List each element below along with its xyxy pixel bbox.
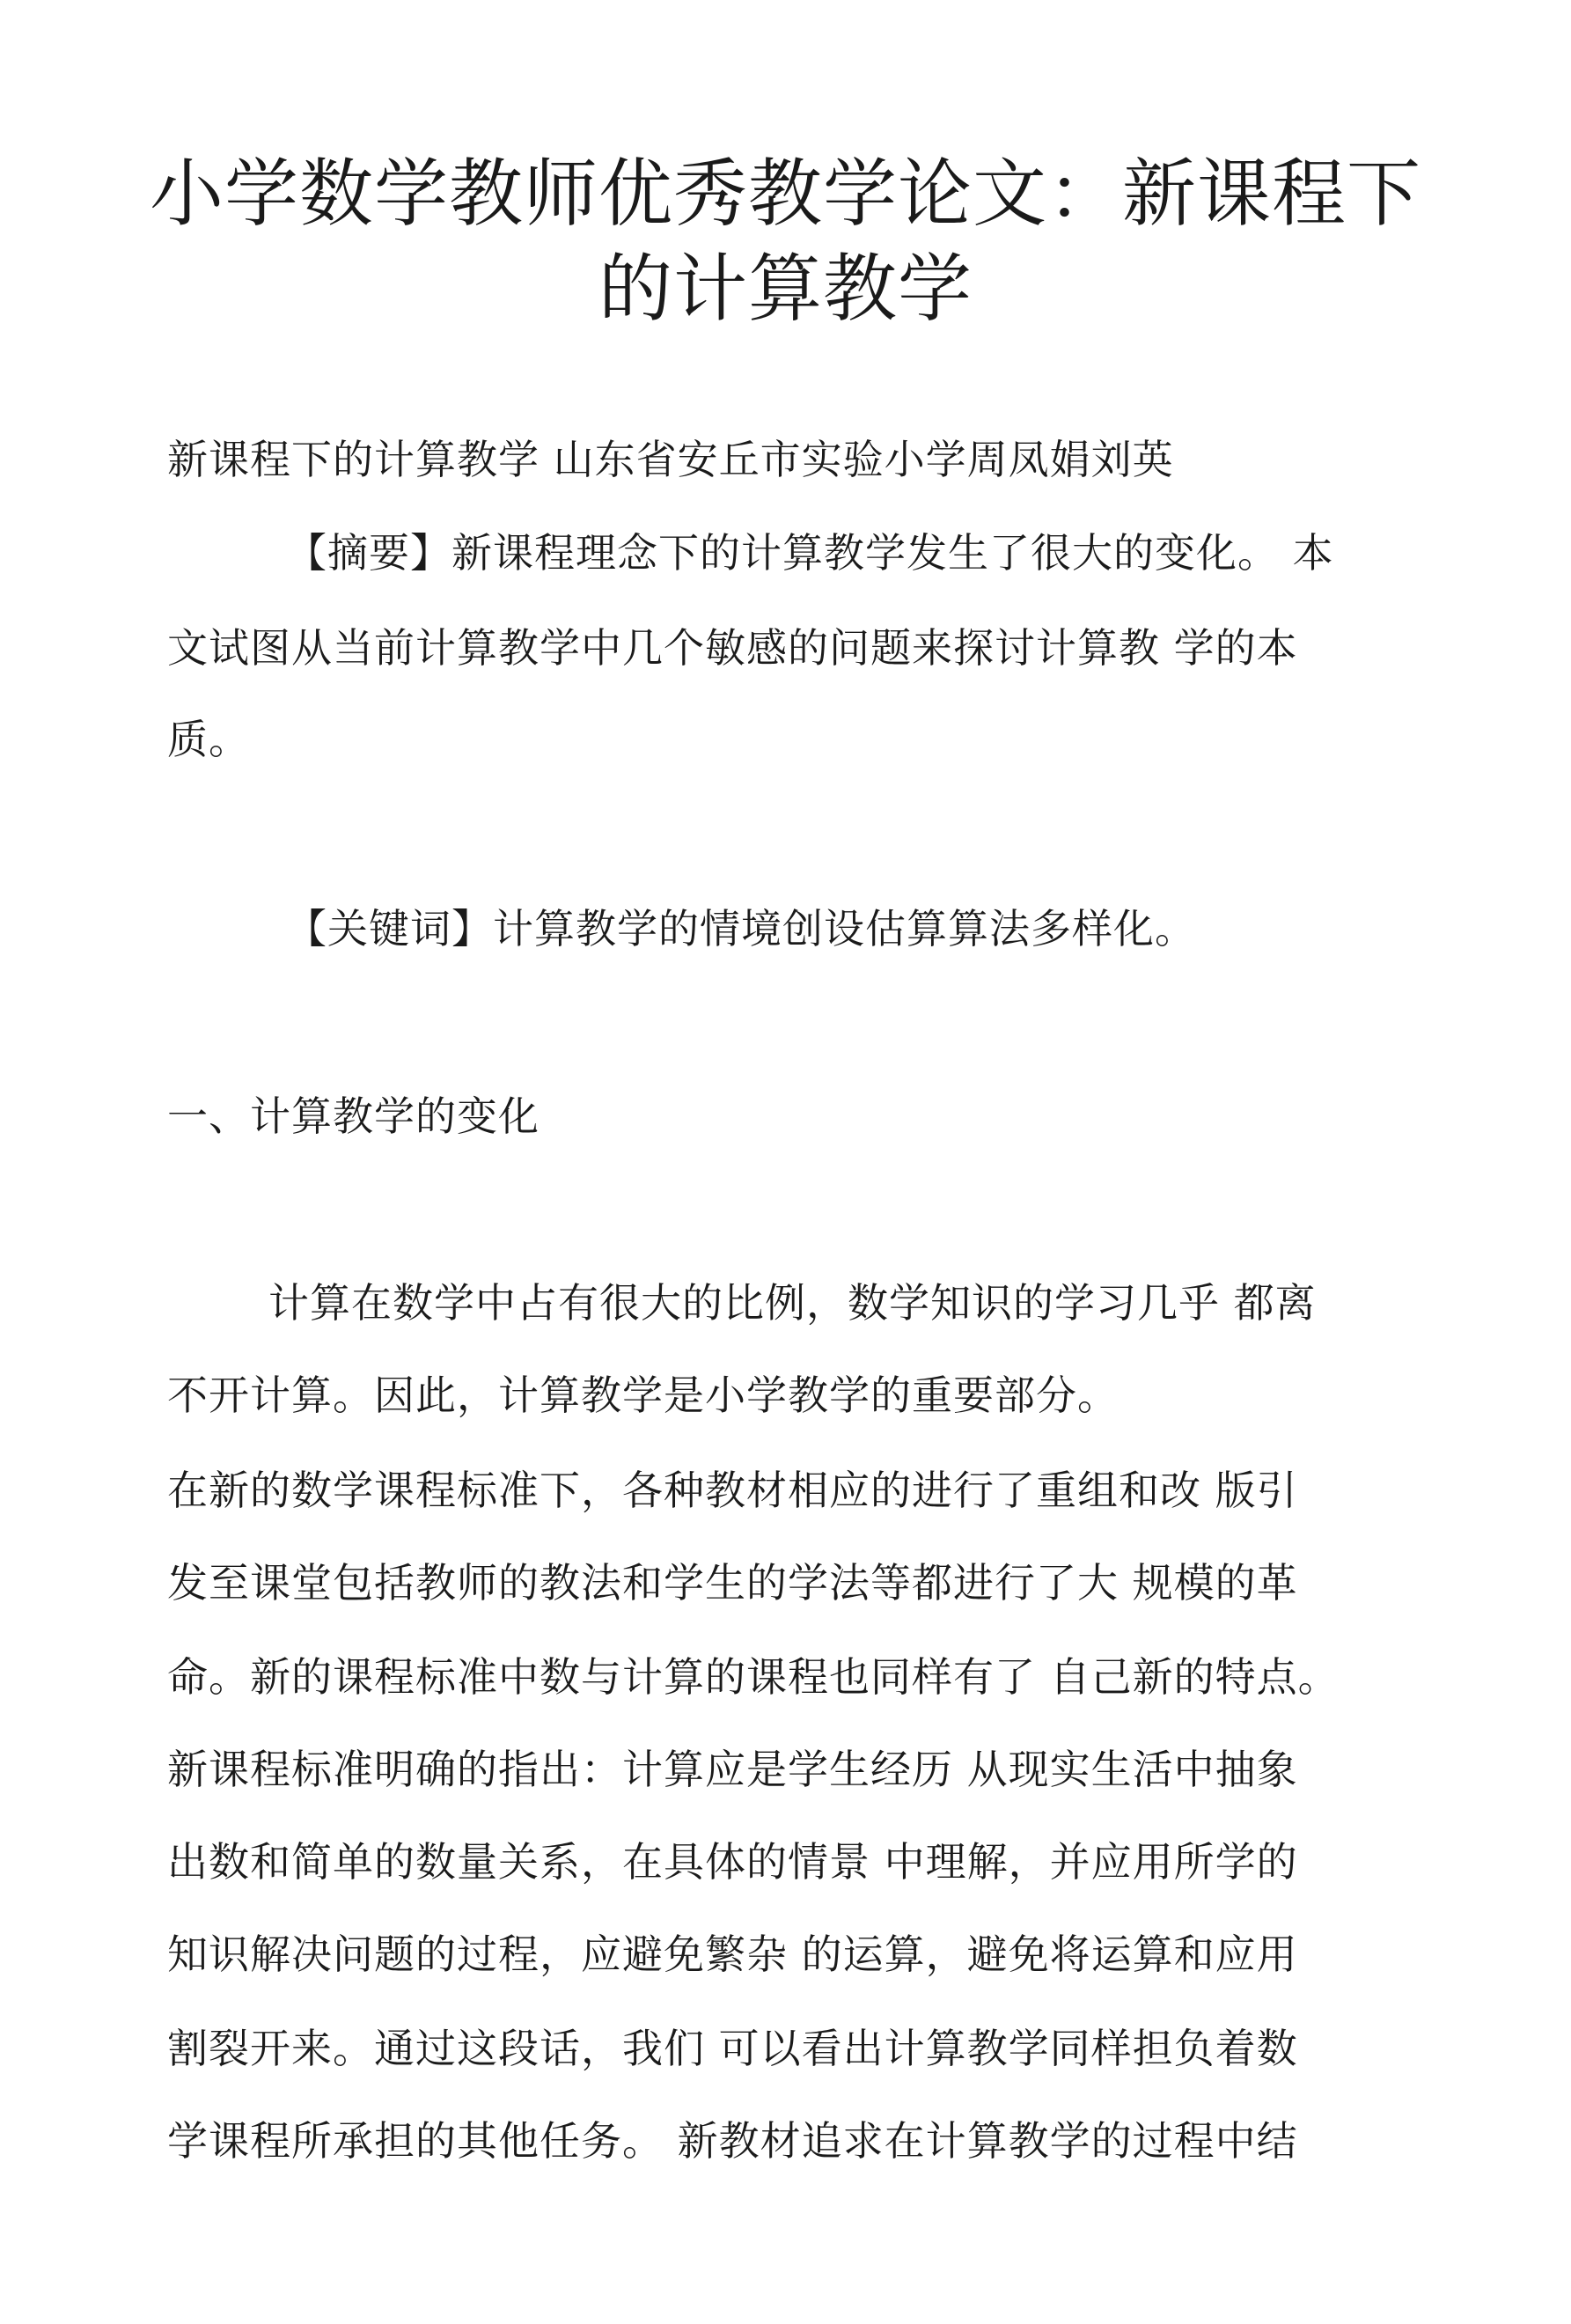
body-line: 割裂开来。通过这段话，我们 可以看出计算教学同样担负着数 <box>167 2025 1298 2072</box>
title-line-1: 小学数学教师优秀教学论文：新课程下 <box>149 151 1421 237</box>
body-line: 发至课堂包括教师的教法和学生的学法等都进行了大 规模的革 <box>167 1559 1298 1607</box>
byline: 新课程下的计算教学 山东省安丘市实验小学周凤娟刘英 <box>167 436 1174 483</box>
body-line: 新课程标准明确的指出：计算应是学生经历 从现实生活中抽象 <box>167 1746 1298 1793</box>
abstract-line-3: 质。 <box>167 716 250 763</box>
body-line: 知识解决问题的过程，应避免繁杂 的运算，避免将运算和应用 <box>167 1931 1298 1978</box>
body-line: 出数和简单的数量关系，在具体的情景 中理解，并应用所学的 <box>167 1838 1298 1886</box>
body-line: 不开计算。因此，计算教学是小学教学的重要部分。 <box>167 1372 1119 1419</box>
body-line: 命。新的课程标准中数与计算的课程也同样有了 自己新的特点。 <box>167 1653 1340 1701</box>
body-line: 学课程所承担的其他任务。 新教材追求在计算教学的过程中结 <box>167 2117 1298 2165</box>
section-heading: 一、计算教学的变化 <box>167 1092 540 1140</box>
body-line: 计算在数学中占有很大的比例，数学知识的学习几乎 都离 <box>268 1279 1317 1327</box>
abstract-line-2: 文试图从当前计算教学中几个敏感的问题来探讨计算教 学的本 <box>167 624 1298 672</box>
abstract-line-1: 【摘要】新课程理念下的计算教学发生了很大的变化。 本 <box>286 529 1334 577</box>
title-line-2: 的计算教学 <box>598 246 973 332</box>
keywords-line: 【关键词】计算教学的情境创设估算算法多样化。 <box>286 905 1196 952</box>
body-line: 在新的数学课程标准下，各种教材相应的进行了重组和改 版引 <box>167 1467 1298 1514</box>
